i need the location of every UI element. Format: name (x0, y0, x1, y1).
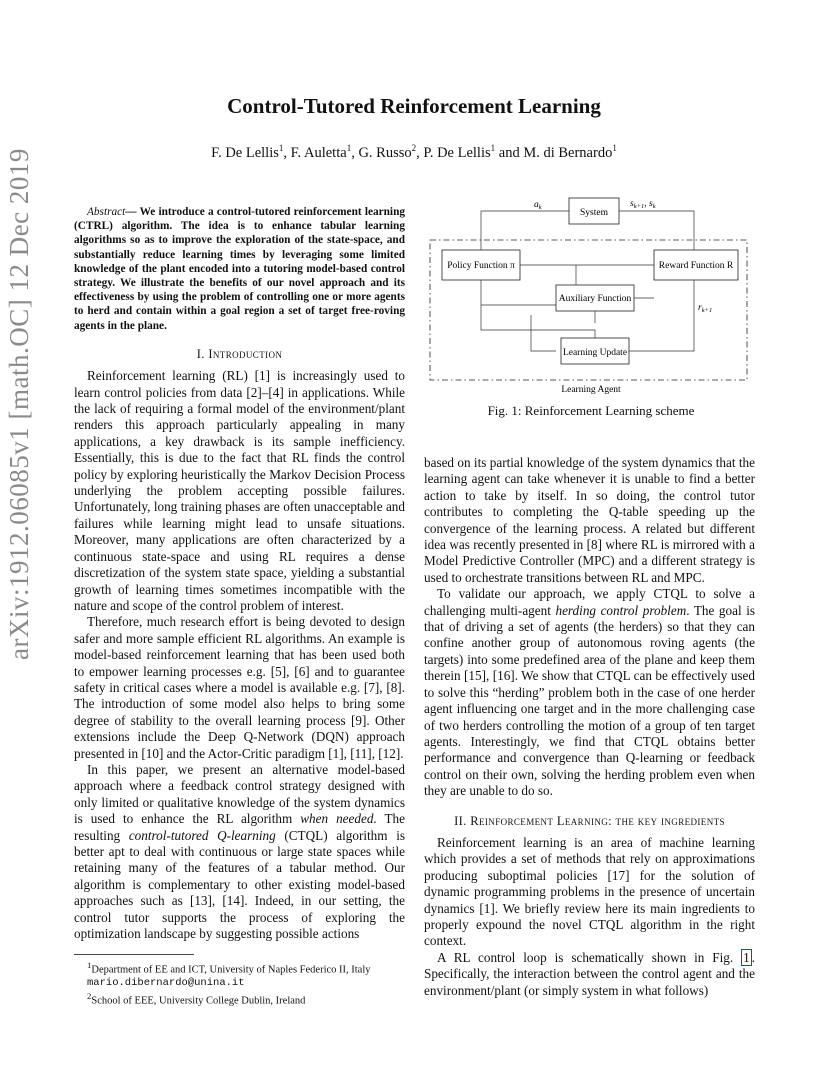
author: M. di Bernardo$^1$ (523, 143, 617, 161)
state-label: $s_{k+1}$, $s_k$ (630, 199, 656, 210)
learning-agent-label: Learning Agent (561, 385, 621, 395)
paper-title: Control-Tutored Reinforcement Learning (227, 94, 601, 118)
figure-reference-link[interactable]: 1 (743, 949, 750, 965)
rl-diagram (426, 195, 756, 400)
abstract: Abstract— We introduce a control-tutored reinforcement learning (CTRL) algorithm. The idea is to enhance tabular learning algorithms so as to improve the exploration of the state-space, and substantially reduce learning times by leveraging some limited knowledge of the plant encoded into a tutoring model-based control strategy. We illustrate the benefits of our novel approach and its effectiveness by using the problem of controlling one or more agents to herd and contain within a goal region a set of target free-roving agents in the plane. (74, 206, 405, 332)
reward-label: Reward Function R (658, 261, 734, 271)
action-label: $a_k$ (534, 200, 542, 211)
auxiliary-label: Auxiliary Function (558, 294, 632, 304)
footnote-rule (74, 954, 194, 955)
paragraph: Reinforcement learning (RL) [1] is increasingly used to learn control policies from data [2]–[4] in applications. While the lack of requiring a formal model of the environment/plant renders this approach particularly appealing in many applications, a key drawback is its sample inefficiency. Essentially, this is due to the fact that RL finds the control policy by exploring heuristically the Markov Decision Process underlying the problem accepting possible failures. Unfortunately, long training phases are often unacceptable and failures while learning might lead to unsafe situations. Moreover, many applications are often characterized by a continuous state-space and using RL requires a dense discretization of the system state space, yielding a substantial growth of learning times sometimes incompatible with the nature and scope of the control problem of interest. (74, 368, 405, 613)
email-link[interactable]: mario.dibernardo@unina.it (87, 977, 245, 990)
author: P. De Lellis$^1$ and (423, 143, 524, 161)
figure-caption: Fig. 1: Reinforcement Learning scheme (487, 403, 695, 418)
author: F. Auletta$^1$, (290, 143, 359, 161)
paragraph: In this paper, we present an alternative model-based approach where a feedback control strategy designed with only limited or qualitative knowledge of the system dynamics is used to enhance the RL algorithm when needed. The resulting control-tutored Q-learning (CTQL) algorithm is better apt to deal with continuous or large state spaces while retaining many of the features of a tabular method. Our algorithm is complementary to other existing model-based approaches such as [13], [14]. Indeed, in our setting, the control tutor supports the process of exploring the optimization landscape by suggesting possible actions (74, 761, 405, 942)
policy-label: Policy Function π (447, 261, 515, 271)
paragraph: Therefore, much research effort is being devoted to design safer and more sample efficient RL algorithms. An example is model-based reinforcement learning that has been used both to empower learning processes e.g. [5], [6] and to guarantee safety in critical cases where a model is available e.g. [7], [8]. The introduction of some model also helps to bring some degree of stability to the overall learning process [9]. Other extensions include the Deep Q-Network (DQN) approach presented in [10] and the Actor-Critic paradigm [1], [11], [12]. (74, 614, 405, 761)
section-heading-rl: II. Reinforcement Learning: the key ingredients (454, 813, 725, 828)
paragraph: To validate our approach, we apply CTQL to solve a challenging multi-agent herding control problem. The goal is that of driving a set of agents (the herders) so that they can confine another group of autonomous roving agents (the targets) into some predefined area of the plane and keep them therein [15], [16]. We show that CTQL can be effectively used to solve this “herding” problem both in the case of one herder agent influencing one target and in the more challenging case of two herders controlling the motion of a group of ten target agents. Interestingly, we find that CTQL obtains better performance and convergence than Q-learning or feedback control on their own, solving the herding problem even when they are unable to do so. (424, 586, 755, 799)
author: G. Russo$^2$, (358, 143, 424, 161)
paragraph: A RL control loop is schematically shown in Fig. 1 . Specifically, the interaction between the control agent and the environment/plant (or simply system in what follows) (424, 949, 755, 998)
system-label: System (580, 208, 608, 218)
paragraph: Reinforcement learning is an area of machine learning which provides a set of methods that rely on approximations producing suboptimal policies [17] for the solution of dynamic programming problems in the presence of uncertain dynamics [1]. We briefly review here its main ingredients to properly expound the novel CTQL algorithm in the right context. (424, 834, 755, 949)
footnote-1: $^1$Department of EE and ICT, University of Naples Federico II, Italy mario.dibernardo@unina.it (87, 960, 371, 990)
left-column (74, 205, 405, 1008)
figure-rl-scheme (426, 195, 756, 400)
update-label: Learning Update (562, 348, 628, 358)
right-column (424, 455, 755, 999)
arxiv-stamp: arXiv:1912.06085v1 [math.OC] 12 Dec 2019 (4, 148, 34, 660)
footnote-2: $^2$School of EEE, University College Dublin, Ireland (87, 990, 306, 1007)
reward-signal-label: $r_{k+1}$ (698, 303, 713, 314)
section-heading-introduction: I. Introduction (196, 346, 283, 361)
paragraph: based on its partial knowledge of the system dynamics that the learning agent can take whenever it is unable to find a better action to take by itself. In so doing, the control tutor contributes to completing the Q-table speeding up the convergence of the learning process. A related but different idea was recently presented in [8] where RL is mirrored with a Model Predictive Controller (MPC) and a different strategy is used to orchestrate transitions between RL and MPC. (424, 455, 755, 585)
author-list (0, 143, 828, 162)
author: F. De Lellis$^1$, (211, 143, 291, 161)
